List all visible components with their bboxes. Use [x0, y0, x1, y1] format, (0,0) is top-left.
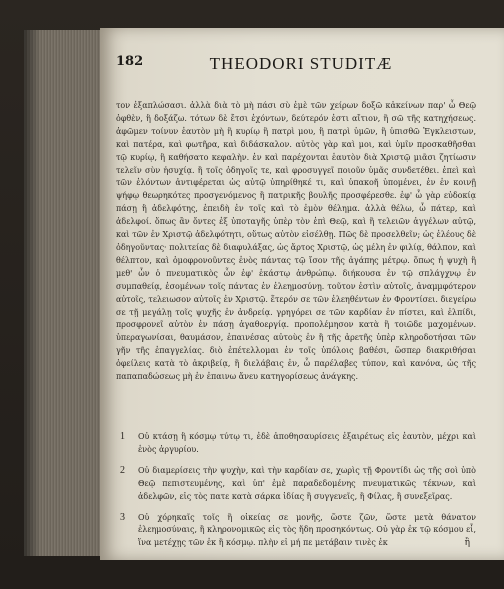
precept-number: 2	[120, 464, 125, 476]
page-header	[116, 54, 486, 72]
precept-3	[116, 512, 476, 551]
running-title: THEODORI STUDITÆ	[209, 54, 393, 73]
precept-number: 1	[120, 431, 125, 442]
catchword: ἢ	[464, 538, 470, 548]
precept-text: Οὐ διαμερίσεις τὴν ψυχὴν, καὶ τὴν καρδίαν σε, χωρὶς τῇ Φροντίδι ὡς τῆς σοὶ ὑπὸ Θεῷ πεπιστευμένης, καὶ ὑπ' ἐμὲ παραδεδομένης πνευματικῶς τέκνων, καὶ ἀδελφῶν, εἰς τὸς πατε κατὰ σάρκα ἰδίας ἢ συγγενεῖς, ἢ Φίλας, ἢ συνεξεῖρας.	[138, 465, 476, 501]
precept-1	[116, 431, 476, 457]
book-page	[100, 28, 504, 560]
body-paragraph: τον ἐξαπλώσασι. ἀλλὰ διὰ τὸ μὴ πάσι σὺ ἐμὲ τῶν χείρων δοξῶ κἀκείνων παρ' ὧ Θεῷ ὀφθὲν, ἢ δοξάζω. τότων δὲ ἔτσι ἐχόντων, δεύτερόν ἐστι αἴτιον, ἢ σῶ τῆς κατηχήσεως. ἀφῶμεν τοίνυν ἑαυτὸν μὴ ἢ κυρίῳ ἢ πατρὶ μου, ἢ πατρὶ ὑμῶν, ἢ ὑπισθῶ Ἐγκλειστων, καὶ πατέρα, καὶ φωτῆρα, καὶ διδάσκαλον. αὐτὸς γὰρ καὶ μοι, καὶ ὑμῖν προσκαθῆσθαι τῷ κυρίῳ, ἢ καθήσατο κεφαλὴν. ἐν καὶ παρέχονται ἑαυτὸν διὰ Χριστῷ μιᾶσι ζητίωσιν τελεῖν σὺν ἡσυχίᾳ. ἢ τοῖς ὁδηγοῖς τε, καὶ φροσυγγεῖ ποιοῦν ὑμᾶς συνδετέθει. ἐπεὶ καὶ τῶν ἐλόντων ἀντιφέρεται ὡς αὐτῷ ὑπηρίθηκέ τι, καὶ ὑπακοῆ ὑπομένει, ἐν ἐν κοινῇ ψήφῳ θεωρηκότες προσγενόμενος ἢ πατρικῆς βουλῆς προσφέρεσθε. ἐφ' ὧ γὰρ εὐδοκίᾳ πάσῃ ἢ ἀδελφότης, ἐπειδὴ ἐν τοῖς καὶ τὸ ἐμὸν θέλημα. ἀλλὰ θέλω, ὦ πάτερ, καὶ ἀδελφοί. ὅπως ἂν ὄντες ἐξ ὑποταγῆς ὑπὲρ τὸν ἐπὶ Θεῷ, καὶ ἢ τελειῶν ἀγγέλων αὐτῷ, καὶ τῶν ἐν Χριστῷ ἀδελφότητι, οὕτως αὐτὸν εἰσέλθῃ. Πῶς δὲ προσελθεῖν; ὡς ἐλέους δὲ ὁδηγοῦντας· πολιτείας δὲ διαφυλάξας, ὡς ἄρτος Χριστῷ, ὡς μέλη ἐν φιλίᾳ, θάλπον, καὶ θέλπτον, καὶ ὁμοφρονοῦντες ἐνὸς πάντας τῷ ἴσον τῆς ἀγάπης μέτρῳ. ὅπως ἡ ψυχὴ ἢ μεθ' ὧν ὁ πνευματικὸς ὧν ἐφ' ἑκάστῳ ἀνθρώπῳ. διήκουσα ἐν τῷ σπλάγχνῳ ἐν συμπαθείᾳ, ἐσομένων τοῖς πάντας ἐν ἐλεημοσύνῃ. τοῦτον ἐστὶν αὐτοῖς, ἀναμμφότερον αὐτοῖς, τελειωσον αὐτοῖς ἐν Χριστῷ. ἕτερόν σε τῶν ἐλεηθέντων ἐν Φροντίσει. διεγείρω σε τῇ μεγάλῃ τοῖς ψυχῆς ἐν ἀνδρείᾳ. γρηγόρει σε τῶν καρδίαν ἐν πίστει, καὶ ἐλπίδι, προσφρονεῖ αὐτὸν ἐν πάσῃ ἀγαθοεργίᾳ. προπολέμησον κατὰ ἢ τοιῶδε μαχομένων. ὑπεραγωνίσαι, θαυμάσον, ἐπαινέσας αὐτοὺς ἐν ἢ τῆς ἀρετῆς ὑπὲρ κληροδοτήσαι τῶν γῆν τῆς ἐπαγγελίας. διὸ ἐπέτελλομαι ἐν τοῖς ὑπόλοις βαθέσι, ὥσπερ διακριθήσαι ὀφείλεις κατὰ τὸ ἀκριβείᾳ, ἢ διελάβαις ἐν, ὧ παρέλαβες τύπον, καὶ κανόνα, ὡς τῆς παπαπαδώσεως μὴ ἐν ἐπαινω ἄνευ κατηγορίσεως ἀνάγκης.	[116, 101, 476, 382]
precept-2	[116, 465, 476, 504]
precept-text: Οὐ κτάσῃ ἢ κόσμῳ τύτῳ τι, ἐδὲ ἀποθησαυρίσεις ἐξαιρέτως εἰς ἑαυτὸν, μέχρι καὶ ἑνὸς ἀργυρίου.	[138, 432, 476, 454]
page-number: 182	[116, 54, 144, 69]
binding-shadow	[24, 30, 40, 556]
numbered-precepts	[116, 431, 476, 558]
precept-number: 3	[120, 511, 125, 523]
precept-text: Οὐ χόρηκαῖς τοῖς ἢ οἰκείας σε μονῆς, ὥστε ζῶν, ὥστε μετὰ θάνατον ἐλεημοσύναις, ἢ κληρονομικῶς εἰς τὸς ἤδη προσηκόντως. Οὐ γὰρ ἐκ τῷ κόσμου εἶ, ἵνα μετέχῃς τῶν ἐκ ἢ κόσμῳ. πλὴν εἰ μή πε μετάβαιν τινὲς ἐκ	[138, 512, 476, 548]
